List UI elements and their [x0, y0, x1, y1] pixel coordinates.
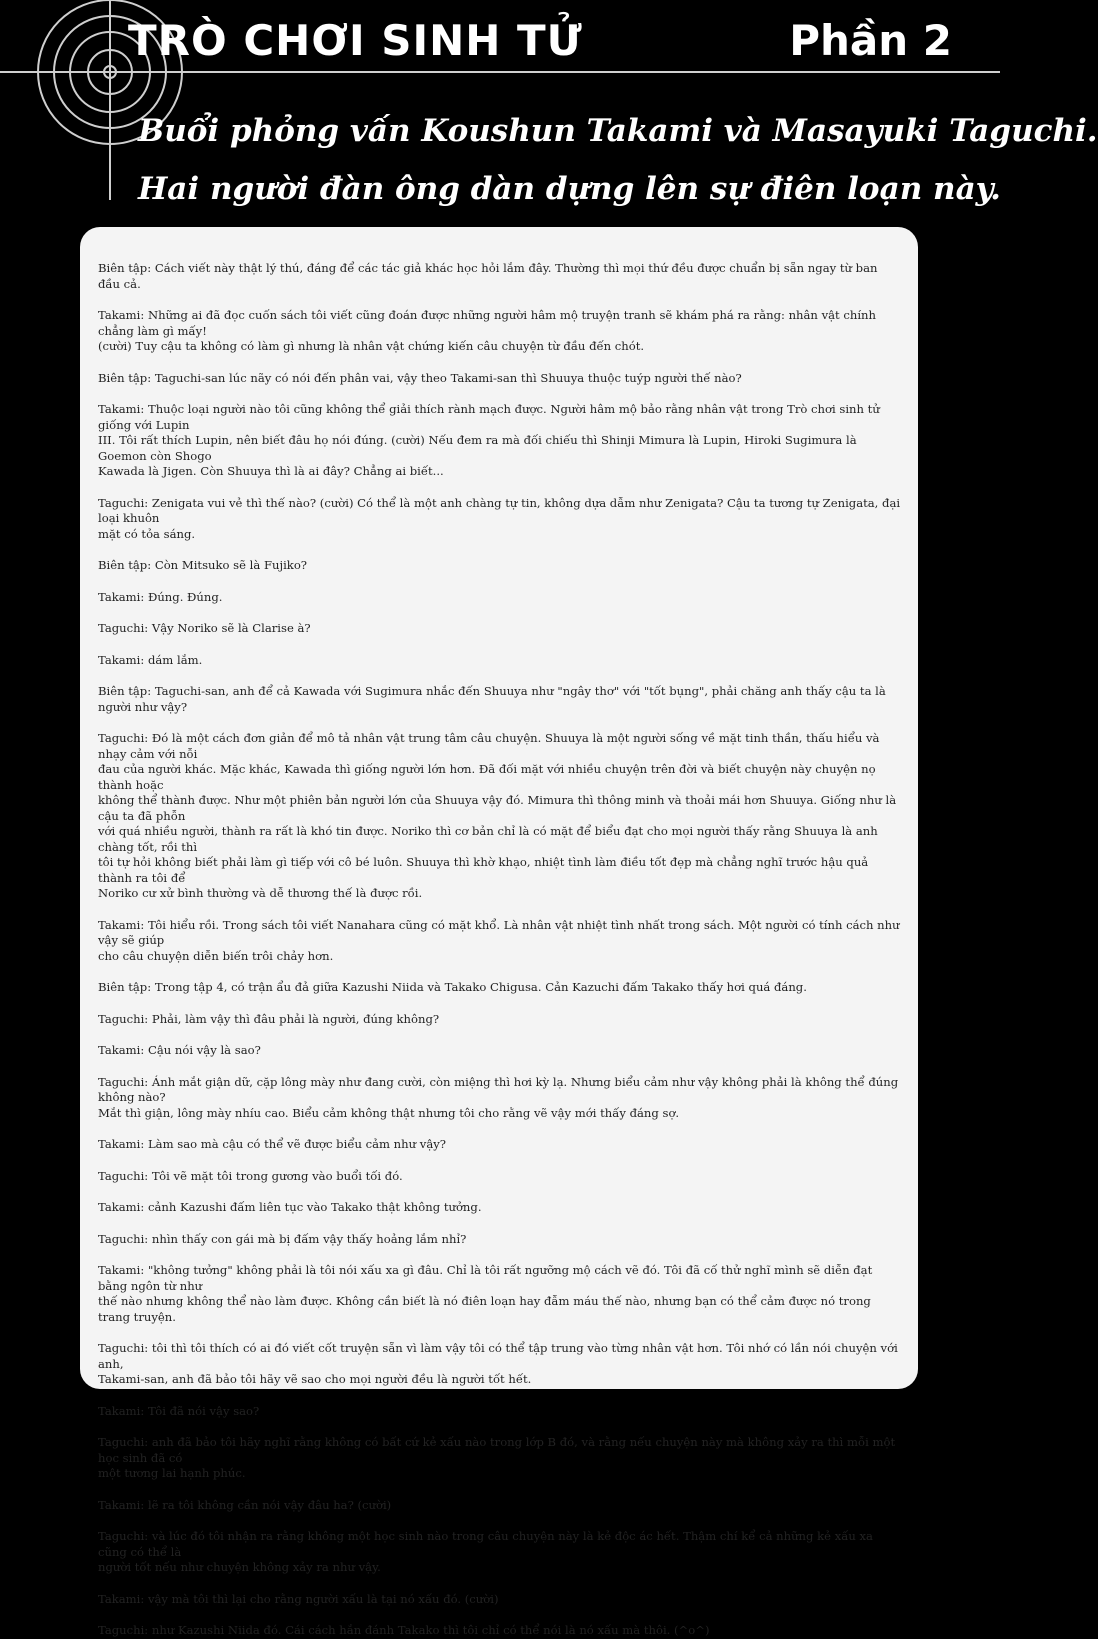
crosshair-vertical-line [109, 0, 111, 200]
interview-paragraph: Taguchi: tôi thì tôi thích có ai đó viết cốt truyện sẵn vì làm vậy tôi có thể tập trung vào từng nhân vật hơn. Tôi nhớ có lần nói chuyện với anh, Takami-san, anh đã bảo tôi hãy vẽ sao cho mọi người đều là người tốt hết. [98, 1341, 898, 1386]
interview-paragraph: Takami: "không tưởng" không phải là tôi nói xấu xa gì đâu. Chỉ là tôi rất ngưỡng mộ cách vẽ đó. Tôi đã cố thử nghĩ mình sẽ diễn đạt bằng ngôn từ như thế nào nhưng không thể nào làm được. Không cần biết là nó điên loạn hay đẫm máu thế nào, nhưng bạn có thể cảm được nó trong trang truyện. [98, 1263, 873, 1324]
interview-paragraph: Taguchi: và lúc đó tôi nhận ra rằng không một học sinh nào trong câu chuyện này là kẻ độc ác hết. Thậm chí kể cả những kẻ xấu xa cũng có thể là người tốt nếu như chuyện không xảy ra như vậy. [98, 1529, 873, 1574]
interview-paragraph: Taguchi: Vậy Noriko sẽ là Clarise à? [98, 621, 311, 635]
interview-paragraph: Takami: Làm sao mà cậu có thể vẽ được biểu cảm như vậy? [98, 1137, 446, 1151]
interview-paragraph: Taguchi: anh đã bảo tôi hãy nghĩ rằng không có bất cứ kẻ xấu nào trong lớp B đó, và rằng nếu chuyện này mà không xảy ra thì mỗi một học sinh đã có một tương lai hạnh phúc. [98, 1435, 896, 1480]
interview-paragraph: Taguchi: như Kazushi Niida đó. Cái cách hắn đánh Takako thì tôi chỉ có thể nói là nó xấu mà thôi. (^o^) [98, 1623, 710, 1637]
interview-paragraph: Biên tập: Trong tập 4, có trận ẩu đả giữa Kazushi Niida và Takako Chigusa. Cản Kazuchi đấm Takako thấy hơi quá đáng. [98, 980, 807, 994]
interview-paragraph: Taguchi: Tôi vẽ mặt tôi trong gương vào buổi tối đó. [98, 1168, 403, 1183]
interview-panel [80, 227, 918, 1637]
subtitle [138, 102, 1098, 218]
interview-paragraph: Takami: cảnh Kazushi đấm liên tục vào Takako thật không tưởng. [98, 1200, 482, 1214]
interview-paragraph: Takami: Những ai đã đọc cuốn sách tôi viết cũng đoán được những người hâm mộ truyện tranh sẽ khám phá ra rằng: nhân vật chính chẳng làm gì mấy! (cười) Tuy cậu ta không có làm gì nhưng là nhân vật chứng kiến câu chuyện từ đầu đến chót. [98, 308, 876, 353]
subtitle-line: Hai người đàn ông dàn dựng lên sự điên loạn này. [138, 171, 1001, 207]
interview-paragraph: Takami: vậy mà tôi thì lại cho rằng người xấu là tại nó xấu đó. (cười) [98, 1591, 499, 1606]
interview-paragraph: Taguchi: Phải, làm vậy thì đâu phải là người, đúng không? [98, 1011, 440, 1026]
interview-paragraph: Taguchi: Ánh mắt giận dữ, cặp lông mày như đang cười, còn miệng thì hơi kỳ lạ. Nhưng biểu cảm như vậy không phải là không thể đúng không nào? Mắt thì giận, lông mày nhíu cao. Biểu cảm không thật nhưng tôi cho rằng vẽ vậy mới thấy đáng sợ. [98, 1074, 899, 1120]
crosshair-horizontal-line [0, 71, 1000, 73]
interview-paragraph: Taguchi: Zenigata vui vẻ thì thế nào? (cười) Có thể là một anh chàng tự tin, không dựa dẫm như Zenigata? Cậu ta tương tự Zenigata, đại loại khuôn mặt có tỏa sáng. [98, 495, 901, 541]
page-title: TRÒ CHƠI SINH TỬ [128, 16, 583, 65]
subtitle-line: Buổi phỏng vấn Koushun Takami và Masayuki Taguchi. [138, 113, 1098, 149]
interview-paragraph: Takami: Thuộc loại người nào tôi cũng không thể giải thích rành mạch được. Người hâm mộ bảo rằng nhân vật trong Trò chơi sinh tử giống với Lupin III. Tôi rất thích Lupin, nên biết đâu họ nói đúng. (cười) Nếu đem ra mà đối chiếu thì Shinji Mimura là Lupin, Hiroki Sugimura là Goemon còn Shogo Kawada là Jigen. Còn Shuuya thì là ai đây? Chẳng ai biết... [98, 402, 880, 478]
interview-paragraph: Takami: dám lắm. [98, 652, 203, 667]
part-label: Phần 2 [789, 16, 952, 65]
interview-paragraph: Takami: lẽ ra tôi không cần nói vậy đâu ha? (cười) [98, 1497, 392, 1512]
interview-paragraph: Taguchi: Đó là một cách đơn giản để mô tả nhân vật trung tâm câu chuyện. Shuuya là một người sống về mặt tinh thần, thấu hiểu và nhạy cảm với nỗi đau của người khác. Mặc khác, Kawada thì giống người lớn hơn. Đã đối mặt với nhiều chuyện trên đời và biết chuyện này chuyện nọ thành hoặc không thể thành được. Như một phiên bản người lớn của Shuuya vậy đó. Mimura thì thông minh và thoải mái hơn Shuuya. Giống như là cậu ta đã phỗn với quá nhiều người, thành ra rất là khó tin được. Noriko thì cơ bản chỉ là có mặt để biểu đạt cho mọi người thấy rằng Shuuya là anh chàng tốt, rồi thì tôi tự hỏi không biết phải làm gì tiếp với cô bé luôn. Shuuya thì khờ khạo, nhiệt tình làm điều tốt đẹp mà chẳng nghĩ trước hậu quả thành ra tôi để Noriko cư xử bình thường và dễ thương thế là được rồi. [98, 731, 897, 900]
interview-paragraph: Biên tập: Taguchi-san lúc nãy có nói đến phân vai, vậy theo Takami-san thì Shuuya thuộc tuýp người thế nào? [98, 370, 742, 385]
interview-paragraph: Biên tập: Cách viết này thật lý thú, đáng để các tác giả khác học hỏi lắm đây. Thường thì mọi thứ đều được chuẩn bị sẵn ngay từ ban đầu cả. [98, 261, 878, 291]
interview-paragraph: Takami: Tôi hiểu rồi. Trong sách tôi viết Nanahara cũng có mặt khổ. Là nhân vật nhiệt tình nhất trong sách. Một người có tính cách như vậy sẽ giúp cho câu chuyện diễn biến trôi chảy hơn. [98, 917, 900, 963]
interview-paragraph: Biên tập: Còn Mitsuko sẽ là Fujiko? [98, 558, 308, 572]
interview-paragraph: Biên tập: Taguchi-san, anh để cả Kawada với Sugimura nhắc đến Shuuya như "ngây thơ" với "tốt bụng", phải chăng anh thấy cậu ta là người như vậy? [98, 684, 886, 714]
interview-paragraph: Takami: Cậu nói vậy là sao? [98, 1043, 261, 1057]
interview-paragraph: Taguchi: nhìn thấy con gái mà bị đấm vậy thấy hoảng lắm nhỉ? [98, 1231, 467, 1246]
interview-paragraph: Takami: Đúng. Đúng. [98, 589, 223, 604]
interview-paragraph: Takami: Tôi đã nói vậy sao? [98, 1403, 260, 1418]
